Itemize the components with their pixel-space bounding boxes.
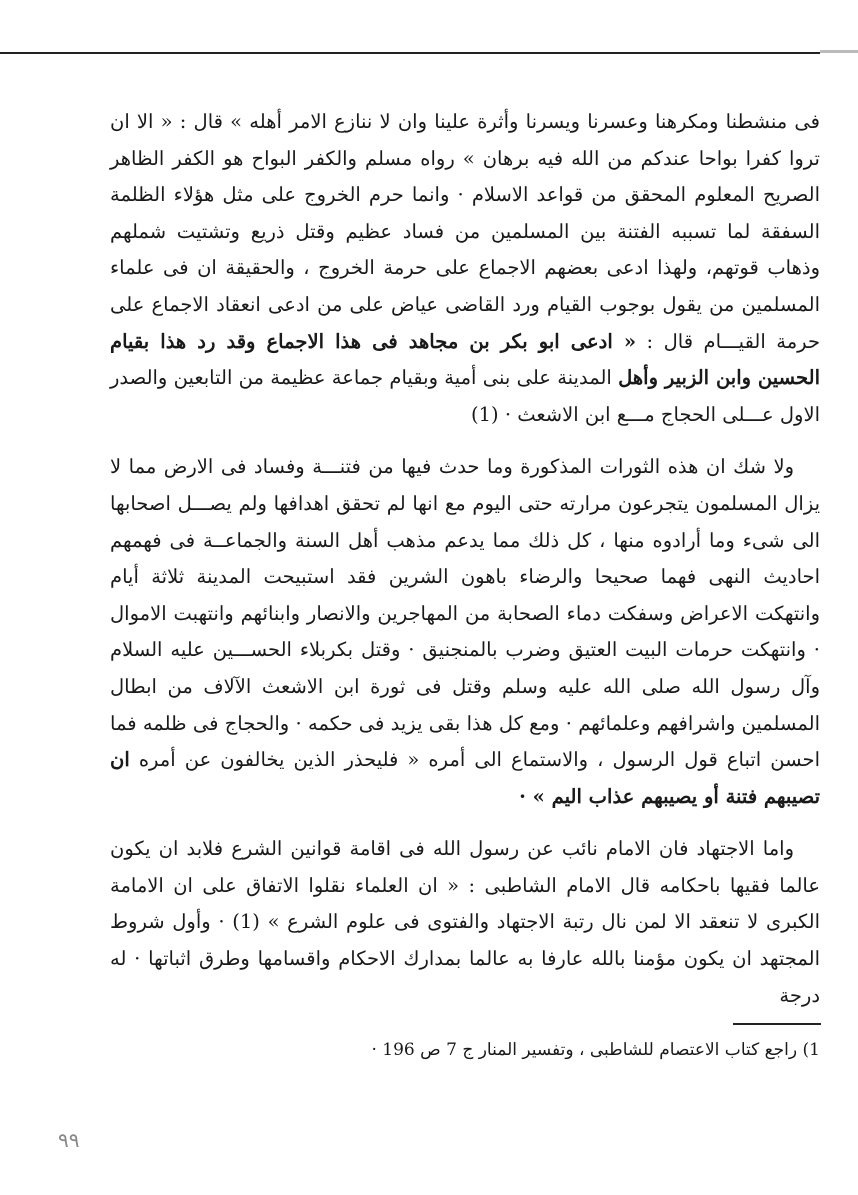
paragraph-3: [110, 831, 820, 1014]
text-line: فى منشطنا ومكرهنا وعسرنا ويسرنا وأثرة علينا وان لا ننازع الامر أهله » قال : « الا ان: [110, 110, 820, 133]
text-line: عليه السلام وآل رسول الله صلى الله عليه وسلم وقتل فى ثورة ابن الاشعث الآلاف من: [110, 638, 820, 698]
text-line: اصحابها الى شىء وما أرادوه منها ، كل ذلك مما يدعم مذهب أهل السنة والجماعــة فى: [110, 491, 820, 552]
text-line: فما احسن اتباع قول الرسول ، والاستماع الى أمره « فليحذر الذين يخالفون عن أمره: [110, 711, 820, 772]
paragraph-1: [110, 104, 820, 433]
header-rule-edge: [820, 50, 858, 53]
text-line: لا تنعقد الا لمن نال رتبة الاجتهاد والفتوى فى علوم الشرع » (1) · وأول شروط المجتهد: [110, 910, 820, 971]
text-line: الصريح المعلوم المحقق من قواعد الاسلام · وانما حرم الخروج على مثل هؤلاء الظلمة السفقة: [110, 183, 820, 243]
text-line: ابطال المسلمين واشرافهم وعلمائهم · ومع كل هذا بقى يزيد فى حكمه · والحجاج فى ظلمه: [110, 674, 821, 735]
text-line: ابن الاشعث · (1): [471, 402, 611, 426]
text-line: لما تسببه الفتنة بين المسلمين من فساد عظيم وقتل ذريع وتشتيت شملهم وذهاب قوتهم،: [110, 219, 821, 280]
text-line: فهمهم احاديث النهى فهما صحيحا والرضاء باهون الشرين فقد استبيحت المدينة ثلاثة: [110, 528, 821, 589]
footnote-marker: 1): [802, 1040, 820, 1060]
text-line: أيام وانتهكت الاعراض وسفكت دماء الصحابة من المهاجرين والانصار وابنائهم وانتهبت: [110, 565, 821, 625]
text-line: المدينة على بنى أمية وبقيام جماعة عظيمة من التابعين والصدر الاول عـــلى الحجاج مـــع: [110, 366, 820, 426]
text-line: ولا شك ان هذه الثورات المذكورة وما حدث فيها من فتنـــة وفساد فى الارض مما: [128, 455, 794, 479]
text-line: لا يزال المسلمون يتجرعون مرارته حتى اليوم مع انها لم تحقق اهدافها ولم يصـــل: [110, 455, 821, 515]
page-number: ٩٩: [58, 1128, 80, 1152]
paragraph-2: [110, 449, 820, 815]
text-line: عالما فقيها باحكامه قال الامام الشاطبى : « ان العلماء نقلوا الاتفاق على ان الامامة الكبرى: [110, 873, 821, 934]
footnote-text: راجع كتاب الاعتصام للشاطبى ، وتفسير المنار ج 7 ص 196 ·: [371, 1040, 798, 1060]
text-line: ان تصيبهم فتنة أو يصيبهم عذاب اليم » ·: [110, 748, 820, 808]
text-line: ان يكون مؤمنا بالله عارفا به عالما بمدارك الاحكام واقسامها وطرق اثباتها · له درجة: [110, 947, 820, 1007]
page-body: [110, 104, 820, 1014]
footnote: [200, 1035, 820, 1065]
text-line: ولهذا ادعى بعضهم الاجماع على حرمة الخروج ، والحقيقة ان فى علماء المسلمين من يقول: [110, 256, 820, 316]
text-line: الاموال · وانتهكت حرمات البيت العتيق وضرب بالمنجنيق · وقتل بكربلاء الحســـين: [110, 601, 821, 662]
text-line: تروا كفرا بواحا عندكم من الله فيه برهان » رواه مسلم والكفر البواح هو الكفر الظاهر: [110, 146, 820, 170]
text-line: واما الاجتهاد فان الامام نائب عن رسول الله فى اقامة قوانين الشرع فلابد ان يكون: [110, 837, 794, 861]
text-line: « ادعى ابو بكر بن مجاهد فى هذا الاجماع وقد رد هذا بقيام الحسين وابن الزبير وأهل: [110, 329, 820, 390]
text-line: بوجوب القيام ورد القاضى عياض على من ادعى انعقاد الاجماع على حرمة القيـــام قال :: [110, 292, 820, 353]
header-rule: [0, 52, 820, 54]
footnote-rule: [733, 1023, 821, 1025]
